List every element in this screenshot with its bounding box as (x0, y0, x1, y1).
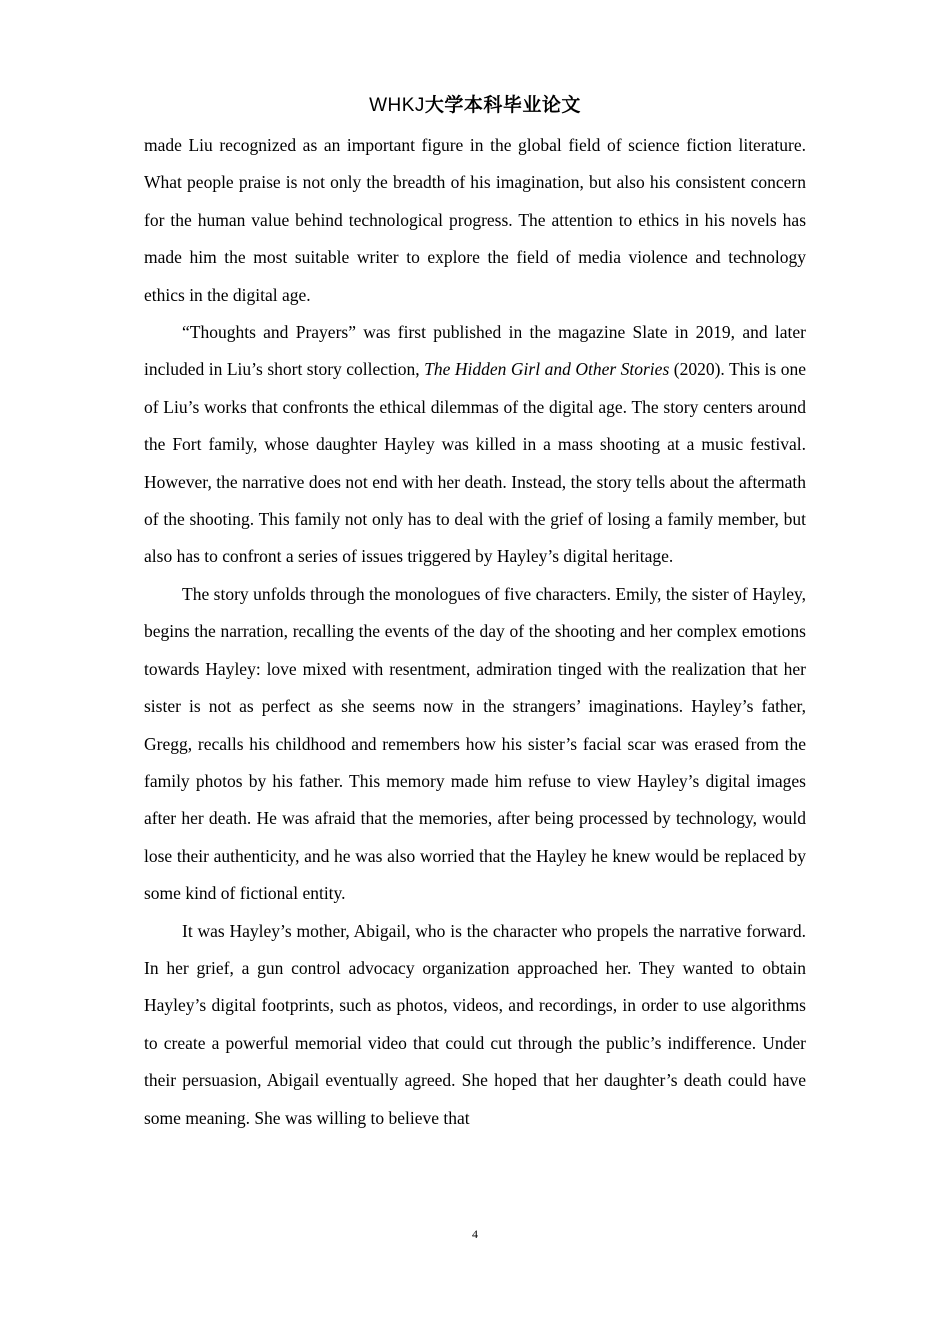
paragraph-text: The story unfolds through the monologues of five characters. Emily, the sister of Hayley, begins the narration, recalling the events of the day of the shooting and her complex emotions towards Hayley: love mixed with resentment, admiration tinged with the realization that her sister is not as perfect as she seems now in the strangers’ imaginations. Hayley’s father, Gregg, recalls his childhood and remembers how his sister’s facial scar was erased from the family photos by his father. This memory made him refuse to view Hayley’s digital images after her death. He was afraid that the memories, after being processed by technology, would lose their authenticity, and he was also worried that the Hayley he knew would be replaced by some kind of fictional entity. (144, 583, 806, 904)
paragraph-4 (144, 913, 806, 1137)
body-text (144, 127, 806, 1137)
paragraph-text: (2020). This is one of Liu’s works that confronts the ethical dilemmas of the digital age. The story centers around the Fort family, whose daughter Hayley was killed in a mass shooting at a music festival. However, the narrative does not end with her death. Instead, the story tells about the aftermath of the shooting. This family not only has to deal with the grief of losing a family member, but also has to confront a series of issues triggered by Hayley’s digital heritage. (144, 359, 806, 567)
book-title: The Hidden Girl and Other Stories (424, 359, 670, 380)
header-cjk-text: 大学本科毕业论文 (424, 95, 581, 116)
paragraph-1 (144, 127, 806, 314)
paragraph-3 (144, 576, 806, 913)
header-latin-text: WHKJ (369, 95, 425, 116)
paragraph-text: made Liu recognized as an important figure in the global field of science fiction literature. What people praise is not only the breadth of his imagination, but also his consistent concern for the human value behind technological progress. The attention to ethics in his novels has made him the most suitable writer to explore the field of media violence and technology ethics in the digital age. (144, 135, 806, 305)
paragraph-text: “Thoughts and Prayers” was first published in the magazine Slate in 2019, and later included in Liu’s short story collection, (144, 322, 806, 380)
paragraph-text: It was Hayley’s mother, Abigail, who is the character who propels the narrative forward. In her grief, a gun control advocacy organization approached her. They wanted to obtain Hayley’s digital footprints, such as photos, videos, and recordings, in order to use algorithms to create a powerful memorial video that could cut through the public’s indifference. Under their persuasion, Abigail eventually agreed. She hoped that her daughter’s death could have some meaning. She was willing to believe that (144, 920, 806, 1128)
page-number: 4 (472, 1227, 478, 1241)
running-header (0, 92, 950, 120)
paragraph-2 (144, 314, 806, 576)
